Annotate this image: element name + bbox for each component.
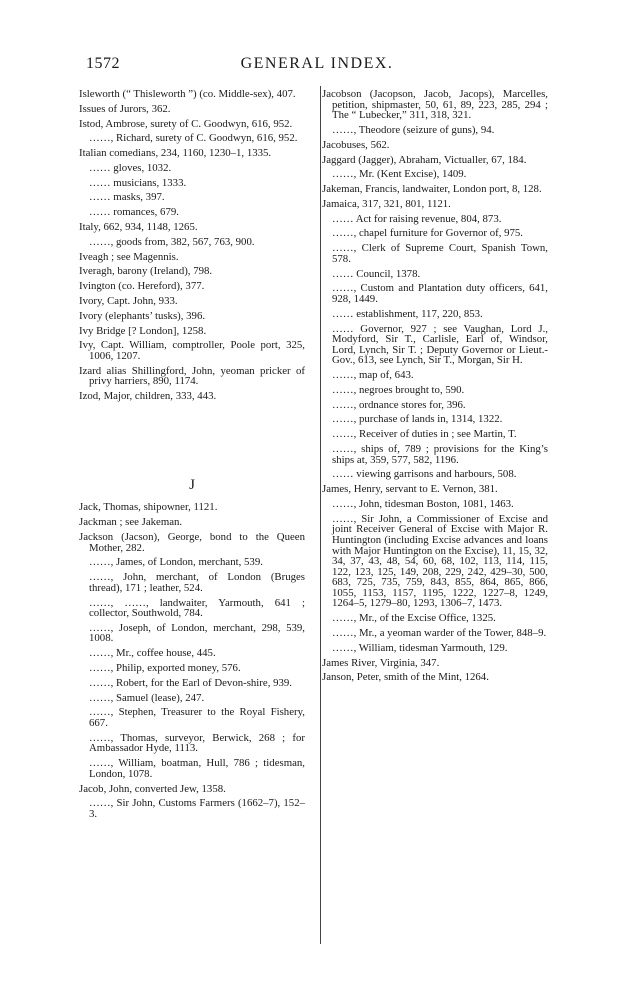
j-entries — [79, 502, 305, 819]
index-entry: ……, Custom and Plantation duty officers, 641, 928, 1449. — [332, 282, 548, 305]
index-entry: ……, goods from, 382, 567, 763, 900. — [89, 235, 255, 248]
j-entries-continued — [322, 89, 548, 683]
index-entry: James River, Virginia, 347. — [322, 656, 440, 669]
index-entry: …… gloves, 1032. — [89, 161, 172, 174]
index-entry: Jackman ; see Jakeman. — [79, 516, 183, 529]
index-entry: ……, chapel furniture for Governor of, 975. — [332, 227, 523, 240]
index-entry: Jackson (Jacson), George, bond to the Queen Mother, 282. — [79, 530, 305, 554]
index-entry: Jamaica, 317, 321, 801, 1121. — [322, 197, 451, 210]
index-entry: ……, Stephen, Treasurer to the Royal Fishery, 667. — [89, 706, 305, 729]
index-entry: Ivory (elephants’ tusks), 396. — [79, 309, 206, 322]
index-entry: ……, Mr., of the Excise Office, 1325. — [332, 612, 496, 625]
index-entry: Italian comedians, 234, 1160, 1230–1, 1335. — [79, 147, 272, 160]
index-entry: Issues of Jurors, 362. — [79, 102, 171, 115]
page-number: 1572 — [86, 55, 120, 72]
index-entry: Izard alias Shillingford, John, yeoman pricker of privy harriers, 890, 1174. — [79, 364, 305, 388]
index-entry: Janson, Peter, smith of the Mint, 1264. — [322, 671, 489, 684]
index-entry: ……, Sir John, a Commissioner of Excise and joint Receiver General of Excise with Major R. Huntington (including Excise advances and loans with Major Huntington on the Excise), 11, 15, 32, 34, 37, 43, 48, 54, 60, 68, 102, 113, 114, 115, 122, 123, 125, 149, 208, 229, 242, 429–30, 500, 683, 725, 735, 759, 843, 855, 864, 865, 866, 1055, 1153, 1157, 1195, 1222, 1227–8, 1249, 1264–5, 1279–80, 1293, 1306–7, 1473. — [332, 512, 548, 610]
index-entry: ……, Mr., a yeoman warder of the Tower, 848–9. — [332, 627, 547, 640]
left-column — [79, 89, 305, 824]
i-entries — [79, 89, 305, 402]
index-entry: Iveragh, barony (Ireland), 798. — [79, 265, 213, 278]
index-entry: Izod, Major, children, 333, 443. — [79, 390, 217, 403]
index-entry: Jaggard (Jagger), Abraham, Victualler, 67, 184. — [322, 153, 527, 166]
index-entry: Isleworth (“ Thisleworth ”) (co. Middle-sex), 407. — [79, 88, 296, 100]
index-entry: ……, William, tidesman Yarmouth, 129. — [332, 641, 508, 654]
index-entry: ……, negroes brought to, 590. — [332, 383, 465, 396]
page-title: GENERAL INDEX. — [240, 55, 394, 72]
index-entry: ……, Receiver of duties in ; see Martin, T. — [332, 428, 517, 441]
index-entry: Jacobson (Jacopson, Jacob, Jacops), Marcelles, petition, shipmaster, 50, 61, 89, 223, 285, 294 ; The “ Lubecker,” 311, 318, 321. — [322, 88, 548, 122]
index-entry: …… viewing garrisons and harbours, 508. — [332, 468, 517, 481]
index-entry: ……, ships of, 789 ; provisions for the King’s ships at, 359, 577, 582, 1196. — [332, 443, 548, 466]
index-entry: ……, Samuel (lease), 247. — [89, 691, 205, 704]
index-entry: ……, Mr. (Kent Excise), 1409. — [332, 168, 467, 181]
index-entry: ……, Clerk of Supreme Court, Spanish Town, 578. — [332, 242, 548, 265]
right-column — [322, 89, 548, 687]
index-entry: …… Council, 1378. — [332, 267, 421, 280]
index-entry: Italy, 662, 934, 1148, 1265. — [79, 221, 198, 234]
index-entry: Iveagh ; see Magennis. — [79, 250, 179, 263]
index-entry: Ivy Bridge [? London], 1258. — [79, 324, 207, 337]
index-entry: …… establishment, 117, 220, 853. — [332, 307, 483, 320]
section-letter: J — [189, 476, 195, 493]
index-entry: Jakeman, Francis, landwaiter, London port, 8, 128. — [322, 183, 542, 196]
index-entry: ……, John, tidesman Boston, 1081, 1463. — [332, 497, 514, 510]
index-entry: ……, purchase of lands in, 1314, 1322. — [332, 413, 503, 426]
index-entry: …… Act for raising revenue, 804, 873. — [332, 212, 502, 225]
index-entry: ……, Theodore (seizure of guns), 94. — [332, 123, 495, 136]
index-entry: ……, Joseph, of London, merchant, 298, 539, 1008. — [89, 621, 305, 645]
index-entry: …… musicians, 1333. — [89, 176, 187, 189]
index-entry: Jacob, John, converted Jew, 1358. — [79, 782, 226, 795]
index-entry: ……, map of, 643. — [332, 369, 414, 382]
index-entry: Jack, Thomas, shipowner, 1121. — [79, 501, 218, 514]
index-entry: …… Governor, 927 ; see Vaughan, Lord J., Modyford, Sir T., Carlisle, Earl of, Windsor, Lord, Lynch, Sir T. ; Deputy Governor or Lieut.-Gov., 613, see Lynch, Sir T., Morgan, Sir H. — [332, 322, 548, 367]
index-entry: …… romances, 679. — [89, 206, 179, 219]
index-entry: Jacobuses, 562. — [322, 138, 390, 151]
index-entry: Ivy, Capt. William, comptroller, Poole port, 325, 1006, 1207. — [79, 339, 305, 362]
index-entry: ……, Philip, exported money, 576. — [89, 662, 241, 675]
index-entry: ……, ……, landwaiter, Yarmouth, 641 ; collector, Southwold, 784. — [89, 596, 305, 620]
index-entry: Istod, Ambrose, surety of C. Goodwyn, 616, 952. — [79, 117, 293, 130]
index-entry: ……, ordnance stores for, 396. — [332, 398, 466, 411]
index-entry: ……, Mr., coffee house, 445. — [89, 647, 216, 660]
index-entry: James, Henry, servant to E. Vernon, 381. — [322, 483, 498, 496]
index-entry: Ivory, Capt. John, 933. — [79, 294, 178, 307]
index-entry: …… masks, 397. — [89, 191, 165, 204]
index-entry: ……, Thomas, surveyor, Berwick, 268 ; for Ambassador Hyde, 1113. — [89, 731, 305, 755]
index-entry: ……, Richard, surety of C. Goodwyn, 616, 952. — [89, 132, 298, 145]
index-entry: ……, James, of London, merchant, 539. — [89, 556, 263, 569]
index-entry: ……, Sir John, Customs Farmers (1662–7), 152–3. — [89, 797, 305, 820]
page-header — [86, 55, 548, 77]
column-divider — [320, 86, 321, 944]
section-spacer — [79, 406, 305, 480]
index-entry: ……, John, merchant, of London (Bruges thread), 171 ; leather, 524. — [89, 571, 305, 594]
index-entry: Ivington (co. Hereford), 377. — [79, 280, 205, 293]
index-entry: ……, Robert, for the Earl of Devon-shire, 939. — [89, 676, 292, 689]
index-entry: ……, William, boatman, Hull, 786 ; tidesman, London, 1078. — [89, 757, 305, 780]
